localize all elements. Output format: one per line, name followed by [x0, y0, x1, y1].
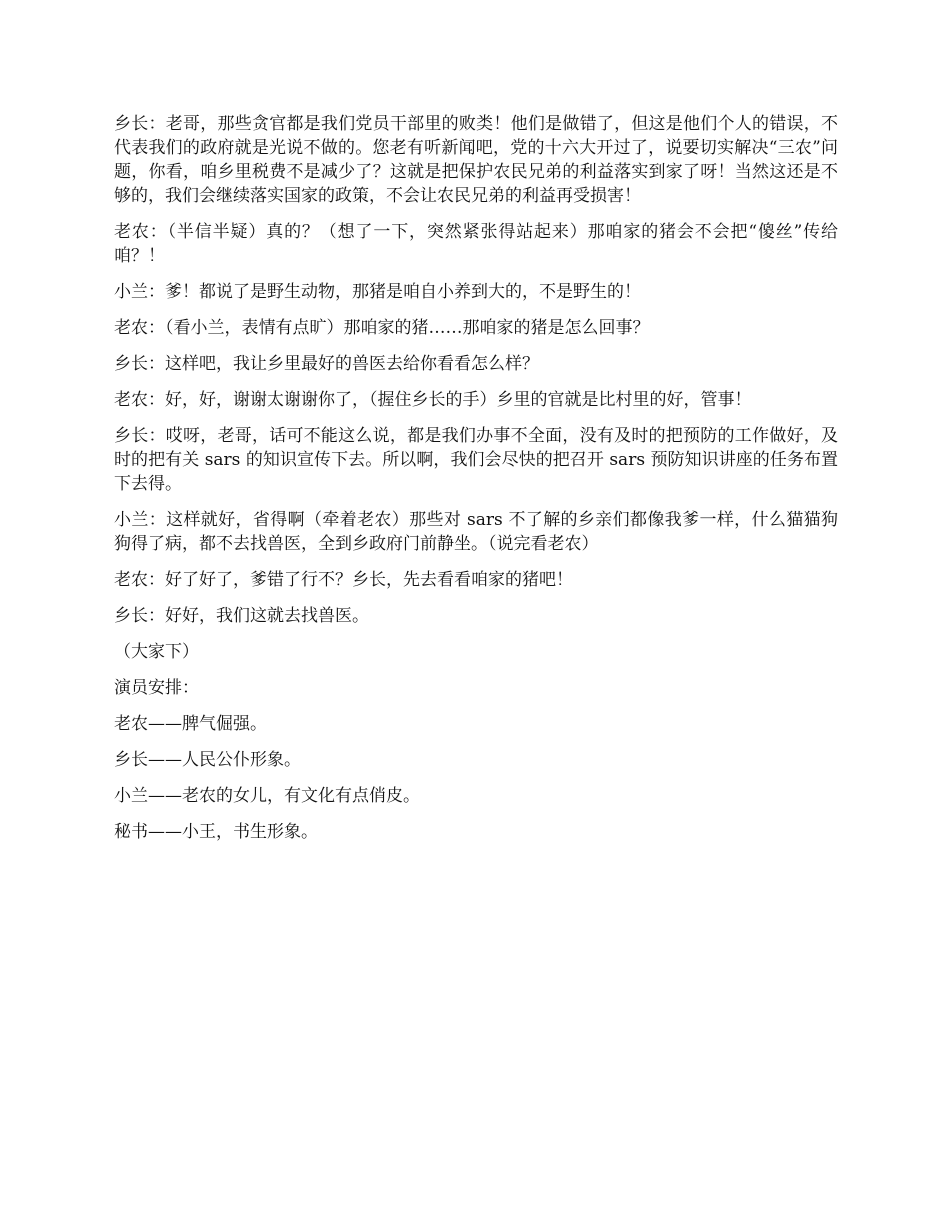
paragraph-old-farmer-speech-3: 老农：好，好，谢谢太谢谢你了，（握住乡长的手）乡里的官就是比村里的好，管事！ [114, 390, 752, 410]
cast-heading: 演员安排： [114, 678, 199, 698]
cast-item-xiaolan: 小兰——老农的女儿，有文化有点俏皮。 [114, 786, 420, 806]
cast-item-secretary: 秘书——小王，书生形象。 [114, 822, 318, 842]
paragraph-township-head-speech-3: 乡长：哎呀，老哥，话可不能这么说，都是我们办事不全面，没有及时的把预防的工作做好，及时的把有关 sars 的知识宣传下去。所以啊，我们会尽快的把召开 sars 预防知识讲座的任务布置下去得。 [114, 426, 838, 494]
paragraph-township-head-speech-1: 乡长：老哥，那些贪官都是我们党员干部里的败类！他们是做错了，但这是他们个人的错误，不代表我们的政府就是光说不做的。您老有听新闻吧，党的十六大开过了，说要切实解决“三农”问题，你看，咱乡里税费不是减少了？这就是把保护农民兄弟的利益落实到家了呀！当然这还是不够的，我们会继续落实国家的政策，不会让农民兄弟的利益再受损害！ [114, 114, 838, 206]
stage-direction: （大家下） [114, 642, 199, 662]
paragraph-xiaolan-speech-1: 小兰：爹！都说了是野生动物，那猪是咱自小养到大的，不是野生的！ [114, 282, 641, 302]
paragraph-xiaolan-speech-2: 小兰：这样就好，省得啊（牵着老农）那些对 sars 不了解的乡亲们都像我爹一样，什么猫猫狗狗得了病，都不去找兽医，全到乡政府门前静坐。（说完看老农） [114, 510, 838, 554]
paragraph-old-farmer-speech-2: 老农：（看小兰，表情有点旷）那咱家的猪……那咱家的猪是怎么回事？ [114, 318, 650, 338]
cast-item-old-farmer: 老农——脾气倔强。 [114, 714, 267, 734]
paragraph-township-head-speech-4: 乡长：好好，我们这就去找兽医。 [114, 606, 369, 626]
paragraph-old-farmer-speech-4: 老农：好了好了，爹错了行不？乡长，先去看看咱家的猪吧！ [114, 570, 573, 590]
paragraph-old-farmer-speech-1: 老农：（半信半疑）真的？（想了一下，突然紧张得站起来）那咱家的猪会不会把“傻丝”传给咱？！ [114, 222, 838, 266]
paragraph-township-head-speech-2: 乡长：这样吧，我让乡里最好的兽医去给你看看怎么样？ [114, 354, 539, 374]
cast-item-township-head: 乡长——人民公仆形象。 [114, 750, 301, 770]
document-page [114, 112, 838, 856]
